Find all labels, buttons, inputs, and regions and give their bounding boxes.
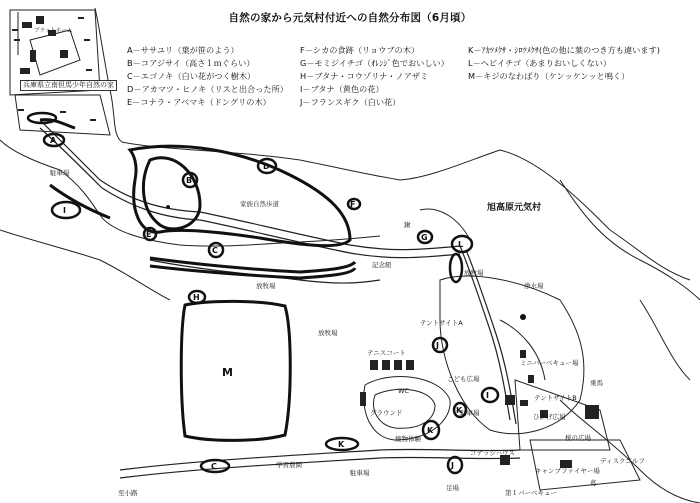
marker-j2: J bbox=[451, 461, 454, 470]
place-label-genki: 旭高原元気村 bbox=[487, 203, 542, 213]
trail-dot bbox=[166, 205, 170, 209]
place-label-bridge: 至小路 bbox=[118, 489, 138, 497]
facility-outline bbox=[30, 30, 80, 75]
water-dot bbox=[520, 314, 526, 320]
building bbox=[370, 360, 378, 370]
legend-item-j: J－フランスギク（白い花） bbox=[300, 97, 401, 107]
place-label-tentb: テントサイトB bbox=[534, 394, 577, 402]
marker-i2: I bbox=[486, 391, 489, 400]
field-m bbox=[181, 301, 290, 440]
building bbox=[520, 350, 526, 358]
place-label-trail: 家族自然歩道 bbox=[240, 200, 279, 208]
place-label-kodomo: こども広場 bbox=[447, 375, 480, 383]
terrain-line bbox=[560, 180, 700, 300]
building bbox=[382, 360, 390, 370]
facility-outline bbox=[530, 440, 640, 490]
trail-loop bbox=[143, 158, 200, 229]
marker-c1: C bbox=[212, 246, 218, 255]
marker-a: A bbox=[50, 136, 57, 145]
building bbox=[520, 400, 528, 406]
marker-ring-i2 bbox=[482, 388, 498, 402]
building bbox=[360, 392, 366, 406]
legend-item-a: A－ササユリ（葉が笹のよう） bbox=[127, 45, 239, 55]
place-label-pasture3: 放牧場 bbox=[318, 329, 338, 337]
marker-d: D bbox=[263, 162, 270, 171]
place-label-sanso: 乗馬 bbox=[590, 379, 603, 387]
building bbox=[505, 395, 515, 405]
place-label-kuwa: 鍬 bbox=[404, 221, 411, 229]
place-label-bbq: ミニバーベキュー場 bbox=[520, 359, 579, 367]
place-label-ground: グラウンド bbox=[370, 409, 403, 417]
place-label-pasture2: 放牧場 bbox=[256, 282, 276, 290]
marker-l: L bbox=[458, 240, 464, 249]
place-label-parking1: 駐車場 bbox=[50, 169, 70, 177]
place-label-disc: ディスクゴルフ bbox=[600, 457, 645, 465]
road bbox=[40, 128, 460, 258]
legend-item-g: G－モミジイチゴ（ｵﾚﾝｼﾞ色でおいしい） bbox=[300, 58, 449, 68]
place-label-parking2: 駐車場 bbox=[460, 409, 480, 417]
marker-m: M bbox=[222, 366, 233, 379]
legend-item-e: E－コナラ・アベマキ（ドングリの木） bbox=[127, 97, 271, 107]
place-label-kenkyuu: ブラットホーム bbox=[34, 28, 73, 34]
terrain-line bbox=[560, 400, 700, 503]
legend-item-m: M－キジのなわばり（ケンッケンッと鳴く） bbox=[468, 71, 630, 81]
place-label-tennis: テニスコート bbox=[367, 349, 406, 357]
place-label-camp: キャンプファイヤー場 bbox=[535, 467, 600, 475]
place-label-ashi: 足場 bbox=[446, 484, 459, 492]
legend-item-i: I－ブタナ（黄色の花） bbox=[300, 84, 384, 94]
building bbox=[585, 405, 599, 419]
building bbox=[20, 68, 30, 74]
terrain-line bbox=[0, 230, 170, 300]
map-title: 自然の家から元気村付近への自然分布図（6月頃） bbox=[228, 12, 472, 24]
legend-column-3 bbox=[468, 44, 660, 83]
place-label-water: 浄水場 bbox=[524, 282, 544, 290]
place-label-wc: WC bbox=[398, 387, 409, 395]
legend-item-f: F－シカの食跡（リョウブの木） bbox=[300, 45, 420, 55]
place-label-sakura: 桜の広場 bbox=[565, 434, 591, 442]
marker-e: E bbox=[146, 230, 152, 239]
facility-tab: 兵庫県立南但馬少年自然の家 bbox=[20, 80, 117, 91]
place-label-yakimono: 焼物体験 bbox=[395, 435, 421, 443]
marker-k3: K bbox=[338, 440, 345, 449]
marker-ring-i bbox=[52, 202, 80, 218]
building bbox=[528, 375, 534, 383]
place-label-cottage: コテッジハウス bbox=[470, 449, 515, 457]
building bbox=[394, 360, 402, 370]
place-label-hiroba: ひかげ広場 bbox=[533, 413, 566, 421]
legend-column-1 bbox=[127, 44, 288, 109]
legend-item-h: H－ブタナ・コウゾリナ・ノアザミ bbox=[300, 71, 429, 81]
marker-ring-strip bbox=[450, 254, 462, 282]
road bbox=[40, 120, 460, 250]
marker-k1: K bbox=[456, 406, 463, 415]
legend-item-k: K－ｱｶﾂﾒｸｻ・ｼﾛﾂﾒｸｻ(色の他に葉のつき方も違います) bbox=[468, 45, 660, 55]
marker-f: F bbox=[350, 200, 356, 209]
place-label-parking3: 駐車場 bbox=[350, 469, 370, 477]
legend-item-c: C－エゴノキ（白い花がつく樹木） bbox=[127, 71, 256, 81]
marker-g: G bbox=[421, 233, 428, 242]
marker-h: H bbox=[193, 293, 200, 302]
place-label-kuzu: 葛 bbox=[590, 479, 597, 487]
marker-b: B bbox=[186, 176, 193, 185]
place-label-tent: テントサイトA bbox=[420, 319, 463, 327]
legend-item-l: L－ヘビイチゴ（あまりおいしくない） bbox=[468, 58, 612, 68]
place-label-bbq1: 第１バーベキュー bbox=[505, 489, 557, 497]
building bbox=[406, 360, 414, 370]
marker-k2: K bbox=[427, 426, 434, 435]
marker-i: I bbox=[63, 206, 66, 215]
trail-loop bbox=[130, 146, 350, 245]
legend-column-2 bbox=[300, 44, 449, 109]
place-label-pasture1: 放牧場 bbox=[464, 269, 484, 277]
marker-c2: C bbox=[211, 462, 217, 471]
terrain-line bbox=[640, 300, 690, 380]
legend-item-d: D－アカマツ・ヒノキ（リスと出合った所） bbox=[127, 84, 288, 94]
building bbox=[60, 50, 68, 58]
place-label-gakushuu: 学習農園 bbox=[276, 461, 302, 469]
legend-item-b: B－コアジサイ（高さ１ｍぐらい） bbox=[127, 58, 255, 68]
marker-j1: J bbox=[436, 341, 439, 350]
building bbox=[30, 50, 36, 62]
place-label-kinen: 記念館 bbox=[372, 261, 392, 269]
